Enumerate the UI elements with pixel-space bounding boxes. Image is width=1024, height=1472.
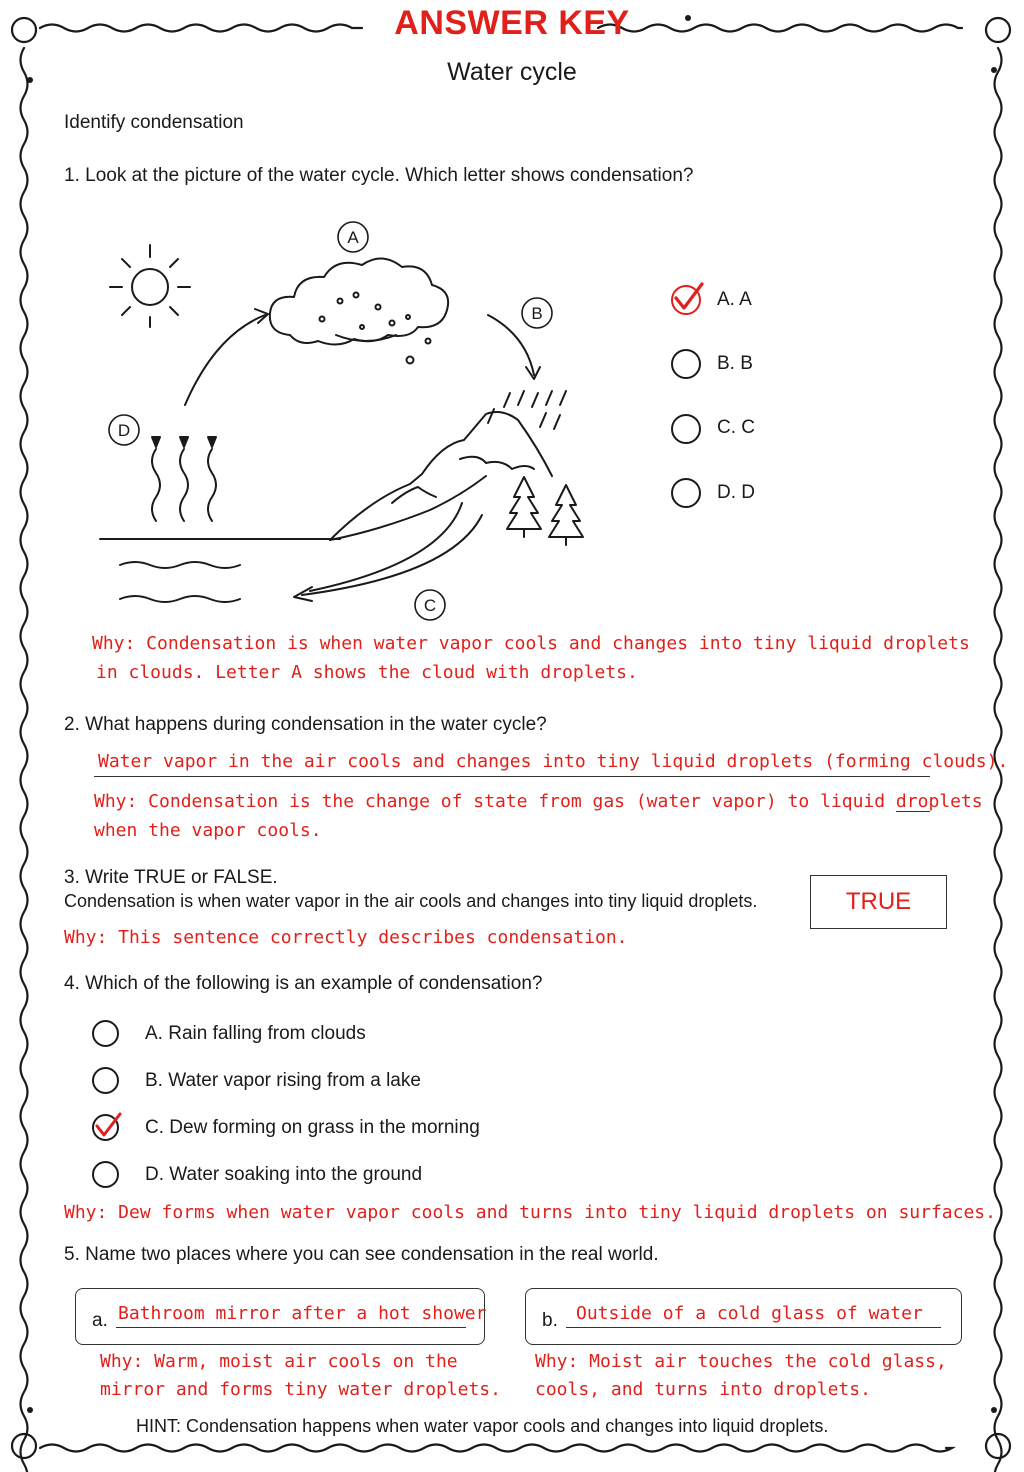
q5-a-line	[116, 1327, 466, 1328]
q2-why-line2: when the vapor cools.	[94, 820, 322, 841]
q1-option-a-label: A. A	[717, 289, 752, 310]
q5-number: 5.	[64, 1244, 80, 1265]
q3-answer-box[interactable]	[810, 875, 947, 929]
q3-prompt	[64, 866, 278, 890]
q4-why: Why: Dew forms when water vapor cools and turns into tiny liquid droplets on surfaces.	[64, 1202, 996, 1223]
q5-answer-a-box[interactable]	[75, 1288, 485, 1345]
checkmark-icon	[91, 1110, 125, 1142]
sun-icon	[110, 245, 190, 327]
q2-answer-line	[94, 776, 930, 777]
q4-radio-b[interactable]	[92, 1067, 119, 1094]
q5-text: Name two places where you can see condensation in the real world.	[85, 1244, 659, 1265]
q1-radio-d[interactable]	[671, 478, 701, 508]
page-title: Water cycle	[447, 58, 577, 86]
q1-radio-c[interactable]	[671, 414, 701, 444]
q3-answer: TRUE	[845, 888, 912, 915]
q5-answer-b-box[interactable]	[525, 1288, 962, 1345]
q1-why-line1: Why: Condensation is when water vapor cools and changes into tiny liquid droplets	[92, 633, 970, 654]
q4-option-d-label: D. Water soaking into the ground	[145, 1164, 423, 1185]
q4-radio-a[interactable]	[92, 1020, 119, 1047]
q1-text: Look at the picture of the water cycle. Which letter shows condensation?	[85, 165, 694, 186]
q2-why-line1: Why: Condensation is the change of state from gas (water vapor) to liquid droplets	[94, 791, 983, 812]
diagram-label-d: D	[117, 421, 131, 440]
q2-why-line-rule	[896, 811, 930, 812]
q4-radio-d[interactable]	[92, 1161, 119, 1188]
q4-option-a-label: A. Rain falling from clouds	[145, 1023, 366, 1044]
checkmark-icon	[668, 280, 708, 316]
q3-number: 3.	[64, 867, 80, 888]
q5-a-why-line2: mirror and forms tiny water droplets.	[100, 1379, 501, 1400]
diagram-label-b: B	[531, 304, 543, 323]
q1-prompt	[64, 164, 693, 188]
q1-option-c-label: C. C	[717, 417, 755, 438]
q5-b-prefix: b.	[542, 1310, 558, 1331]
q3-statement: Condensation is when water vapor in the air cools and changes into tiny liquid droplets.	[64, 891, 758, 911]
q5-a-why-line1: Why: Warm, moist air cools on the	[100, 1351, 458, 1372]
q3-text: Write TRUE or FALSE.	[85, 867, 278, 888]
q2-answer[interactable]: Water vapor in the air cools and changes into tiny liquid droplets (forming clouds).	[98, 751, 1009, 772]
answer-key-heading: ANSWER KEY	[394, 4, 630, 42]
diagram-label-a: A	[347, 228, 359, 247]
diagram-label-c: C	[423, 596, 437, 615]
q1-number: 1.	[64, 165, 80, 186]
cloud-icon	[270, 258, 448, 344]
q1-option-b-label: B. B	[717, 353, 753, 374]
q4-prompt	[64, 972, 542, 996]
q4-option-c-label: C. Dew forming on grass in the morning	[145, 1117, 480, 1138]
q1-why-line2: in clouds. Letter A shows the cloud with droplets.	[96, 662, 638, 683]
q5-b-answer: Outside of a cold glass of water	[576, 1303, 923, 1324]
q1-radio-b[interactable]	[671, 349, 701, 379]
q5-a-prefix: a.	[92, 1310, 108, 1331]
q2-text: What happens during condensation in the water cycle?	[85, 714, 547, 735]
q5-prompt	[64, 1243, 659, 1267]
hint-text: HINT: Condensation happens when water vapor cools and changes into liquid droplets.	[136, 1416, 829, 1436]
q2-prompt	[64, 713, 547, 737]
q2-number: 2.	[64, 714, 80, 735]
q1-option-d-label: D. D	[717, 482, 755, 503]
water-cycle-diagram	[90, 215, 610, 630]
q5-b-why-line2: cools, and turns into droplets.	[535, 1379, 871, 1400]
q5-b-line	[566, 1327, 941, 1328]
q4-text: Which of the following is an example of condensation?	[85, 973, 543, 994]
section-label: Identify condensation	[64, 112, 244, 133]
q5-a-answer: Bathroom mirror after a hot shower	[118, 1303, 487, 1324]
q4-number: 4.	[64, 973, 80, 994]
q5-b-why-line1: Why: Moist air touches the cold glass,	[535, 1351, 947, 1372]
q4-option-b-label: B. Water vapor rising from a lake	[145, 1070, 421, 1091]
q3-why: Why: This sentence correctly describes condensation.	[64, 927, 628, 948]
